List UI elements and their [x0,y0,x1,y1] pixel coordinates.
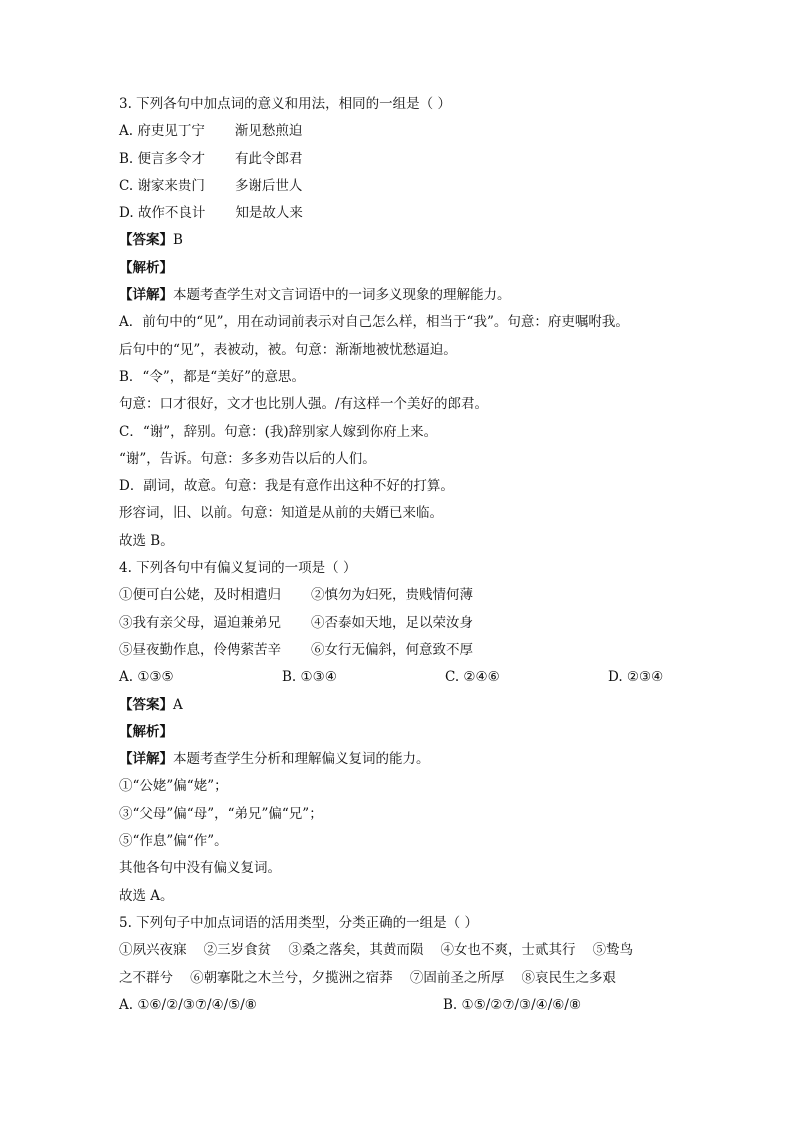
q4-option-d: D. ②③④ [608,669,664,686]
q4-answer [119,692,679,719]
q4-item-row [119,610,679,637]
q3-analysis-line: C．“谢”，辞别。句意：(我)辞别家人嫁到你府上来。 [119,423,438,440]
option-left: 故作不良计 [137,205,206,222]
q5-items-line-1: ①夙兴夜寐 ②三岁食贫 ③桑之落矣，其黄而陨 ④女也不爽，士贰其行 ⑤鸷鸟 [119,942,634,959]
option-label: D. [119,205,134,222]
q4-item: ⑤昼夜勤作息，伶俜萦苦辛 [119,641,281,658]
q4-item: ②慎勿为妇死，贵贱情何薄 [311,587,473,604]
option-right: 渐见愁煎迫 [234,123,303,140]
q3-option-d [119,200,679,227]
q3-conclusion: 故选 B。 [119,532,174,549]
q4-analysis-line: 其他各句中没有偏义复词。 [119,860,281,877]
option-right: 多谢后世人 [234,177,303,194]
answer-tag: 【答案】 [119,232,173,249]
q3-answer [119,227,679,254]
q4-item: ⑥女行无偏斜，何意致不厚 [311,641,473,658]
q4-detail [119,746,679,773]
q3-analysis-line: B．“令”，都是“美好”的意思。 [119,368,306,385]
q5-option-a: A. ①⑥/②/③⑦/④/⑤/⑧ [119,996,257,1013]
q4-analysis-line: ③“父母”偏“母”，“弟兄”偏“兄”； [119,805,323,822]
detail-text: 本题考查学生对文言词语中的一词多义现象的理解能力。 [173,287,511,304]
q3-analysis-line: D．副词，故意。句意：我是有意作出这种不好的打算。 [119,478,454,495]
q3-analysis-tag: 【解析】 [119,259,173,276]
q4-analysis-line: ⑤“作息”偏“作”。 [119,833,228,850]
answer-tag: 【答案】 [119,696,173,713]
option-left: 府吏见丁宁 [137,123,205,140]
option-left: 便言多令才 [137,150,206,167]
option-right: 知是故人来 [235,205,303,222]
q4-item-row [119,637,679,664]
detail-tag: 【详解】 [119,751,173,768]
option-label: B. [119,150,134,167]
option-left: 谢家来贵门 [137,177,205,194]
q4-stem: 4. 下列各句中有偏义复词的一项是（ ） [119,560,357,577]
q3-option-a [119,118,679,145]
q3-analysis-line: A．前句中的“见”，用在动词前表示对自己怎么样，相当于“我”。句意：府吏嘱咐我。 [119,314,629,331]
option-label: A. [119,123,134,140]
q5-option-b: B. ①⑤/②⑦/③/④/⑥/⑧ [443,996,582,1013]
q4-conclusion: 故选 A。 [119,887,174,904]
q3-detail [119,282,679,309]
q3-analysis-line: “谢”，告诉。句意：多多劝告以后的人们。 [119,450,376,467]
q3-stem: 3. 下列各句中加点词的意义和用法，相同的一组是（ ） [119,96,451,112]
detail-tag: 【详解】 [119,287,173,304]
q4-item-row [119,582,679,609]
q4-analysis-tag: 【解析】 [119,723,173,740]
document-content [119,91,679,1019]
option-right: 有此令郎君 [235,150,303,167]
option-label: C. [119,177,134,194]
q4-item: ③我有亲父母，逼迫兼弟兄 [119,614,281,631]
q4-options [119,664,679,691]
q5-options [119,992,679,1019]
q4-item: ①便可白公姥，及时相遣归 [119,587,281,604]
q4-option-c: C. ②④⑥ [445,669,500,686]
q5-items-line-2: 之不群兮 ⑥朝搴阰之木兰兮，夕揽洲之宿莽 ⑦固前圣之所厚 ⑧哀民生之多艰 [119,969,616,986]
q3-analysis-line: 形容词，旧、以前。句意：知道是从前的夫婿已来临。 [119,505,443,522]
q4-option-a: A. ①③⑤ [119,669,174,686]
answer-value: B [173,232,183,249]
q3-option-b [119,146,679,173]
q3-analysis-line: 句意：口才很好，文才也比别人强。/有这样一个美好的郎君。 [119,396,489,413]
detail-text: 本题考查学生分析和理解偏义复词的能力。 [173,751,430,768]
q3-analysis-line: 后句中的“见”，表被动，被。句意：渐渐地被忧愁逼迫。 [119,341,457,358]
answer-value: A [173,696,183,713]
q4-option-b: B. ①③④ [282,669,337,686]
q4-item: ④否泰如天地，足以荣汝身 [311,614,473,631]
q5-stem: 5. 下列句子中加点词语的活用类型，分类正确的一组是（ ） [119,914,478,931]
q4-analysis-line: ①“公姥”偏“姥”； [119,778,228,795]
q3-option-c [119,173,679,200]
